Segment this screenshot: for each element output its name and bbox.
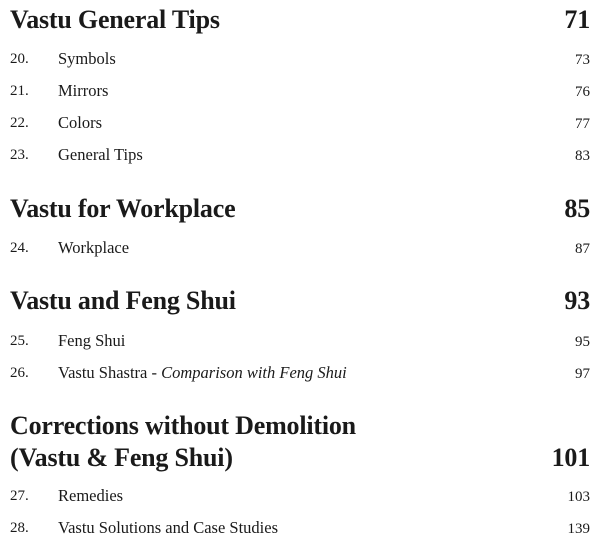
section-title: Vastu for Workplace	[10, 194, 236, 223]
entry-number: 22.	[10, 115, 29, 131]
entry-number: 26.	[10, 365, 29, 381]
toc-entry	[10, 237, 590, 259]
entry-number: 28.	[10, 520, 29, 536]
entry-page-number: 83	[575, 148, 590, 164]
entry-title: Feng Shui	[58, 331, 126, 350]
section-page-number: 71	[564, 5, 590, 34]
toc-entry	[10, 112, 590, 134]
entry-number: 23.	[10, 147, 29, 163]
toc-entry	[10, 330, 590, 352]
toc-entry	[10, 144, 590, 166]
entry-page-number: 87	[575, 241, 590, 257]
toc-entry	[10, 362, 590, 384]
entry-page-number: 95	[575, 334, 590, 350]
entry-number: 25.	[10, 333, 29, 349]
entry-title: Workplace	[58, 238, 130, 257]
section-page-number: 85	[564, 194, 590, 223]
entry-number: 20.	[10, 51, 29, 67]
entry-page-number: 103	[567, 489, 590, 505]
entry-page-number: 76	[575, 84, 590, 100]
toc-entry	[10, 80, 590, 102]
entry-title	[58, 362, 347, 384]
section-page-number: 101	[551, 443, 590, 472]
section-page-number: 93	[564, 286, 590, 315]
entry-number: 21.	[10, 83, 29, 99]
entry-page-number: 139	[567, 521, 590, 537]
entry-title: Remedies	[58, 486, 124, 505]
entry-title-main: Vastu Shastra -	[58, 363, 162, 382]
entry-title: Symbols	[58, 49, 116, 68]
section-title-line1: Corrections without Demolition	[10, 411, 356, 440]
entry-title: Colors	[58, 113, 103, 132]
section-title: Vastu General Tips	[10, 5, 220, 34]
entry-page-number: 97	[575, 366, 590, 382]
section-title: Vastu and Feng Shui	[10, 286, 236, 315]
toc-entry	[10, 48, 590, 70]
entry-number: 24.	[10, 240, 29, 256]
entry-title: Vastu Solutions and Case Studies	[58, 518, 279, 537]
entry-title: Mirrors	[58, 81, 109, 100]
section-heading	[10, 285, 590, 317]
toc-entry	[10, 517, 590, 539]
section-heading	[10, 193, 590, 225]
entry-title: General Tips	[58, 145, 143, 164]
section-heading	[10, 4, 590, 36]
entry-page-number: 73	[575, 52, 590, 68]
section-title-line2: (Vastu & Feng Shui)	[10, 443, 233, 472]
entry-page-number: 77	[575, 116, 590, 132]
entry-title-italic: Comparison with Feng Shui	[161, 363, 347, 382]
section-heading	[10, 410, 590, 474]
entry-number: 27.	[10, 488, 29, 504]
toc-entry	[10, 485, 590, 507]
